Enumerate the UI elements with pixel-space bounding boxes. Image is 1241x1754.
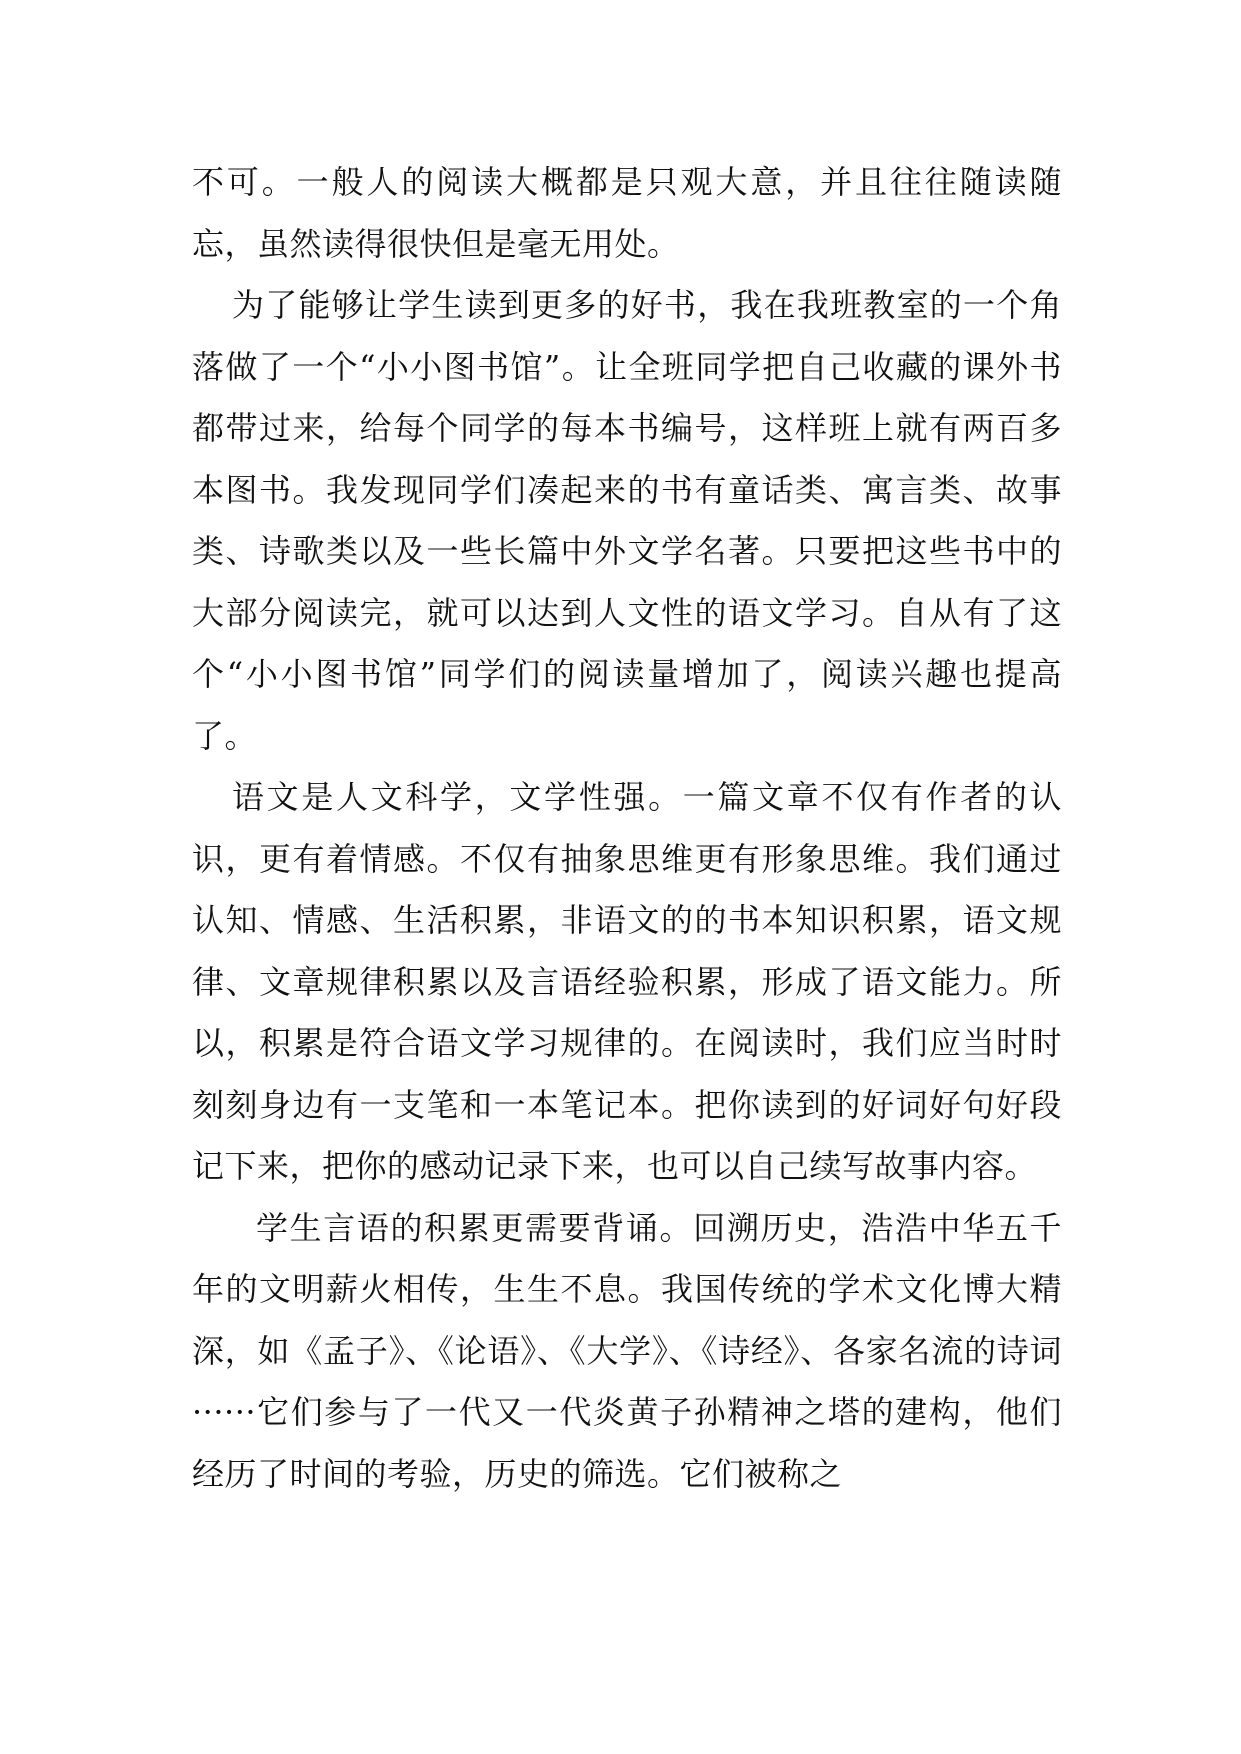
paragraph-accumulation: 语文是人文科学，文学性强。一篇文章不仅有作者的认识，更有着情感。不仅有抽象思维更有形象思维。我们通过认知、情感、生活积累，非语文的的书本知识积累，语文规律、文章规律积累以及言语经验积累，形成了语文能力。所以，积累是符合语文学习规律的。在阅读时，我们应当时时刻刻身边有一支笔和一本笔记本。把你读到的好词好句好段记下来，把你的感动记录下来，也可以自己续写故事内容。 [192, 778, 1062, 1185]
paragraph-recitation: 学生言语的积累更需要背诵。回溯历史，浩浩中华五千年的文明薪火相传，生生不息。我国传统的学术文化博大精深，如《孟子》、《论语》、《大学》、《诗经》、各家名流的诗词······它们参与了一代又一代炎黄子孙精神之塔的建构，他们经历了时间的考验，历史的筛选。它们被称之 [192, 1208, 1062, 1493]
body-text [192, 152, 1062, 1505]
paragraph-library: 为了能够让学生读到更多的好书，我在我班教室的一个角落做了一个“小小图书馆”。让全班同学把自己收藏的课外书都带过来，给每个同学的每本书编号，这样班上就有两百多本图书。我发现同学们凑起来的书有童话类、寓言类、故事类、诗歌类以及一些长篇中外文学名著。只要把这些书中的大部分阅读完，就可以达到人文性的语文学习。自从有了这个“小小图书馆”同学们的阅读量增加了，阅读兴趣也提高了。 [192, 286, 1062, 755]
paragraph-continuation: 不可。一般人的阅读大概都是只观大意，并且往往随读随忘，虽然读得很快但是毫无用处。 [192, 163, 1062, 263]
